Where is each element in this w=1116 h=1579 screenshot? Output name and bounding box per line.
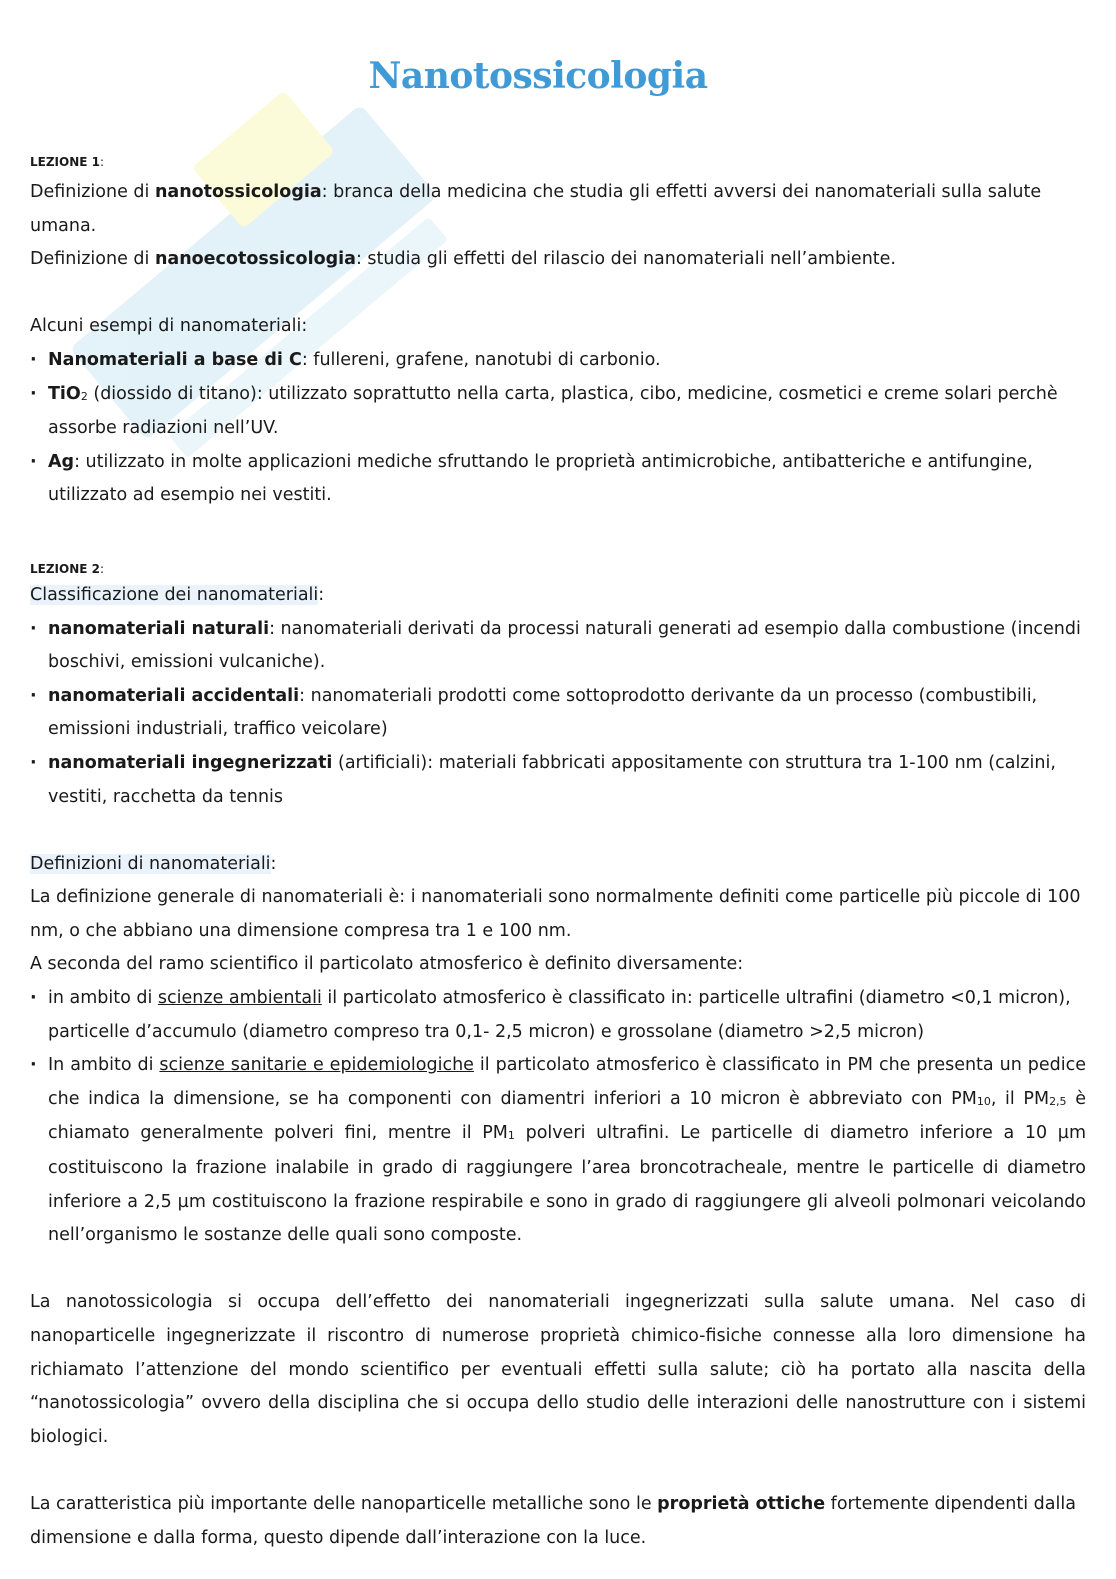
paragraph-optical-properties: La caratteristica più importante delle nanoparticelle metalliche sono le proprietà ottiche fortemente dipendenti dalla dimensione e dalla forma, questo dipende dall’interazione con la luce.	[30, 1493, 1076, 1548]
examples-heading: Alcuni esempi di nanomateriali:	[30, 316, 308, 337]
branch-intro: A seconda del ramo scientifico il particolato atmosferico è definito diversamente:	[30, 954, 744, 975]
lesson-2-label: LEZIONE 2:	[30, 561, 105, 576]
paragraph-nanotossicologia: La nanotossicologia si occupa dell’effetto dei nanomateriali ingegnerizzati sulla salute umana. Nel caso di nanoparticelle ingegnerizzate il riscontro di numerose proprietà chimico-fisiche connesse alla loro dimensione ha richiamato l’attenzione del mondo scientifico per eventuali effetti sulla salute; ciò ha portato alla nascita della “nanotossicologia” ovvero della disciplina che si occupa dello studio delle interazioni delle nanostrutture con i sistemi biologici.	[30, 1292, 1086, 1447]
list-item: · Nanomateriali a base di C: fullereni, grafene, nanotubi di carbonio.	[30, 344, 1086, 378]
list-item: · nanomateriali ingegnerizzati (artificiali): materiali fabbricati appositamente con struttura tra 1-100 nm (calzini, vestiti, racchetta da tennis	[30, 747, 1086, 814]
examples-list	[30, 344, 1086, 513]
definition-nanotossicologia: Definizione di nanotossicologia: branca della medicina che studia gli effetti avversi dei nanomateriali sulla salute umana.	[30, 182, 1042, 236]
lesson-1-label: LEZIONE 1:	[30, 155, 105, 169]
list-item: · TiO$_2$ (diossido di titano): utilizzato soprattutto nella carta, plastica, cibo, medicine, cosmetici e creme solari perchè assorbe radiazioni nell’UV.	[30, 378, 1086, 446]
list-item: · In ambito di scienze sanitarie e epidemiologiche il particolato atmosferico è classificato in PM che presenta un pedice che indica la dimensione, se ha componenti con diamentri inferiori a 10 micron è abbreviato con $PM_{10}$, il $PM_{2,5}$ è chiamato generalmente polveri fini, mentre il $PM_1$ polveri ultrafini. Le particelle di diametro inferiore a 10 µm costituiscono la frazione inalabile in grado di raggiungere l’area broncotracheale, mentre le particelle di diametro inferiore a 2,5 µm costituiscono la frazione respirabile e sono in grado di raggiungere gli alveoli polmonari veicolando nell’organismo le sostanze delle quali sono composte.	[30, 1049, 1086, 1253]
list-item: · in ambito di scienze ambientali il particolato atmosferico è classificato in: particelle ultrafini (diametro <0,1 micron), particelle d’accumulo (diametro compreso tra 0,1- 2,5 micron) e grossolane (diametro >2,5 micron)	[30, 982, 1086, 1049]
definition-nanoecotossicologia: Definizione di nanoecotossicologia: studia gli effetti del rilascio dei nanomateriali nell’ambiente.	[30, 249, 896, 270]
definitions-heading: Definizioni di nanomateriali:	[30, 853, 277, 874]
general-definition: La definizione generale di nanomateriali è: i nanomateriali sono normalmente definiti come particelle più piccole di 100 nm, o che abbiano una dimensione compresa tra 1 e 100 nm.	[30, 887, 1081, 941]
list-item: · nanomateriali naturali: nanomateriali derivati da processi naturali generati ad esempio dalla combustione (incendi boschivi, emissioni vulcaniche).	[30, 613, 1086, 680]
page-title: Nanotossicologia	[368, 55, 708, 97]
classification-list	[30, 613, 1086, 815]
branch-list	[30, 982, 1086, 1253]
classification-heading: Classificazione dei nanomateriali:	[30, 584, 325, 605]
list-item: · nanomateriali accidentali: nanomateriali prodotti come sottoprodotto derivante da un processo (combustibili, emissioni industriali, traffico veicolare)	[30, 680, 1086, 747]
list-item: · Ag: utilizzato in molte applicazioni mediche sfruttando le proprietà antimicrobiche, antibatteriche e antifungine, utilizzato ad esempio nei vestiti.	[30, 446, 1086, 513]
